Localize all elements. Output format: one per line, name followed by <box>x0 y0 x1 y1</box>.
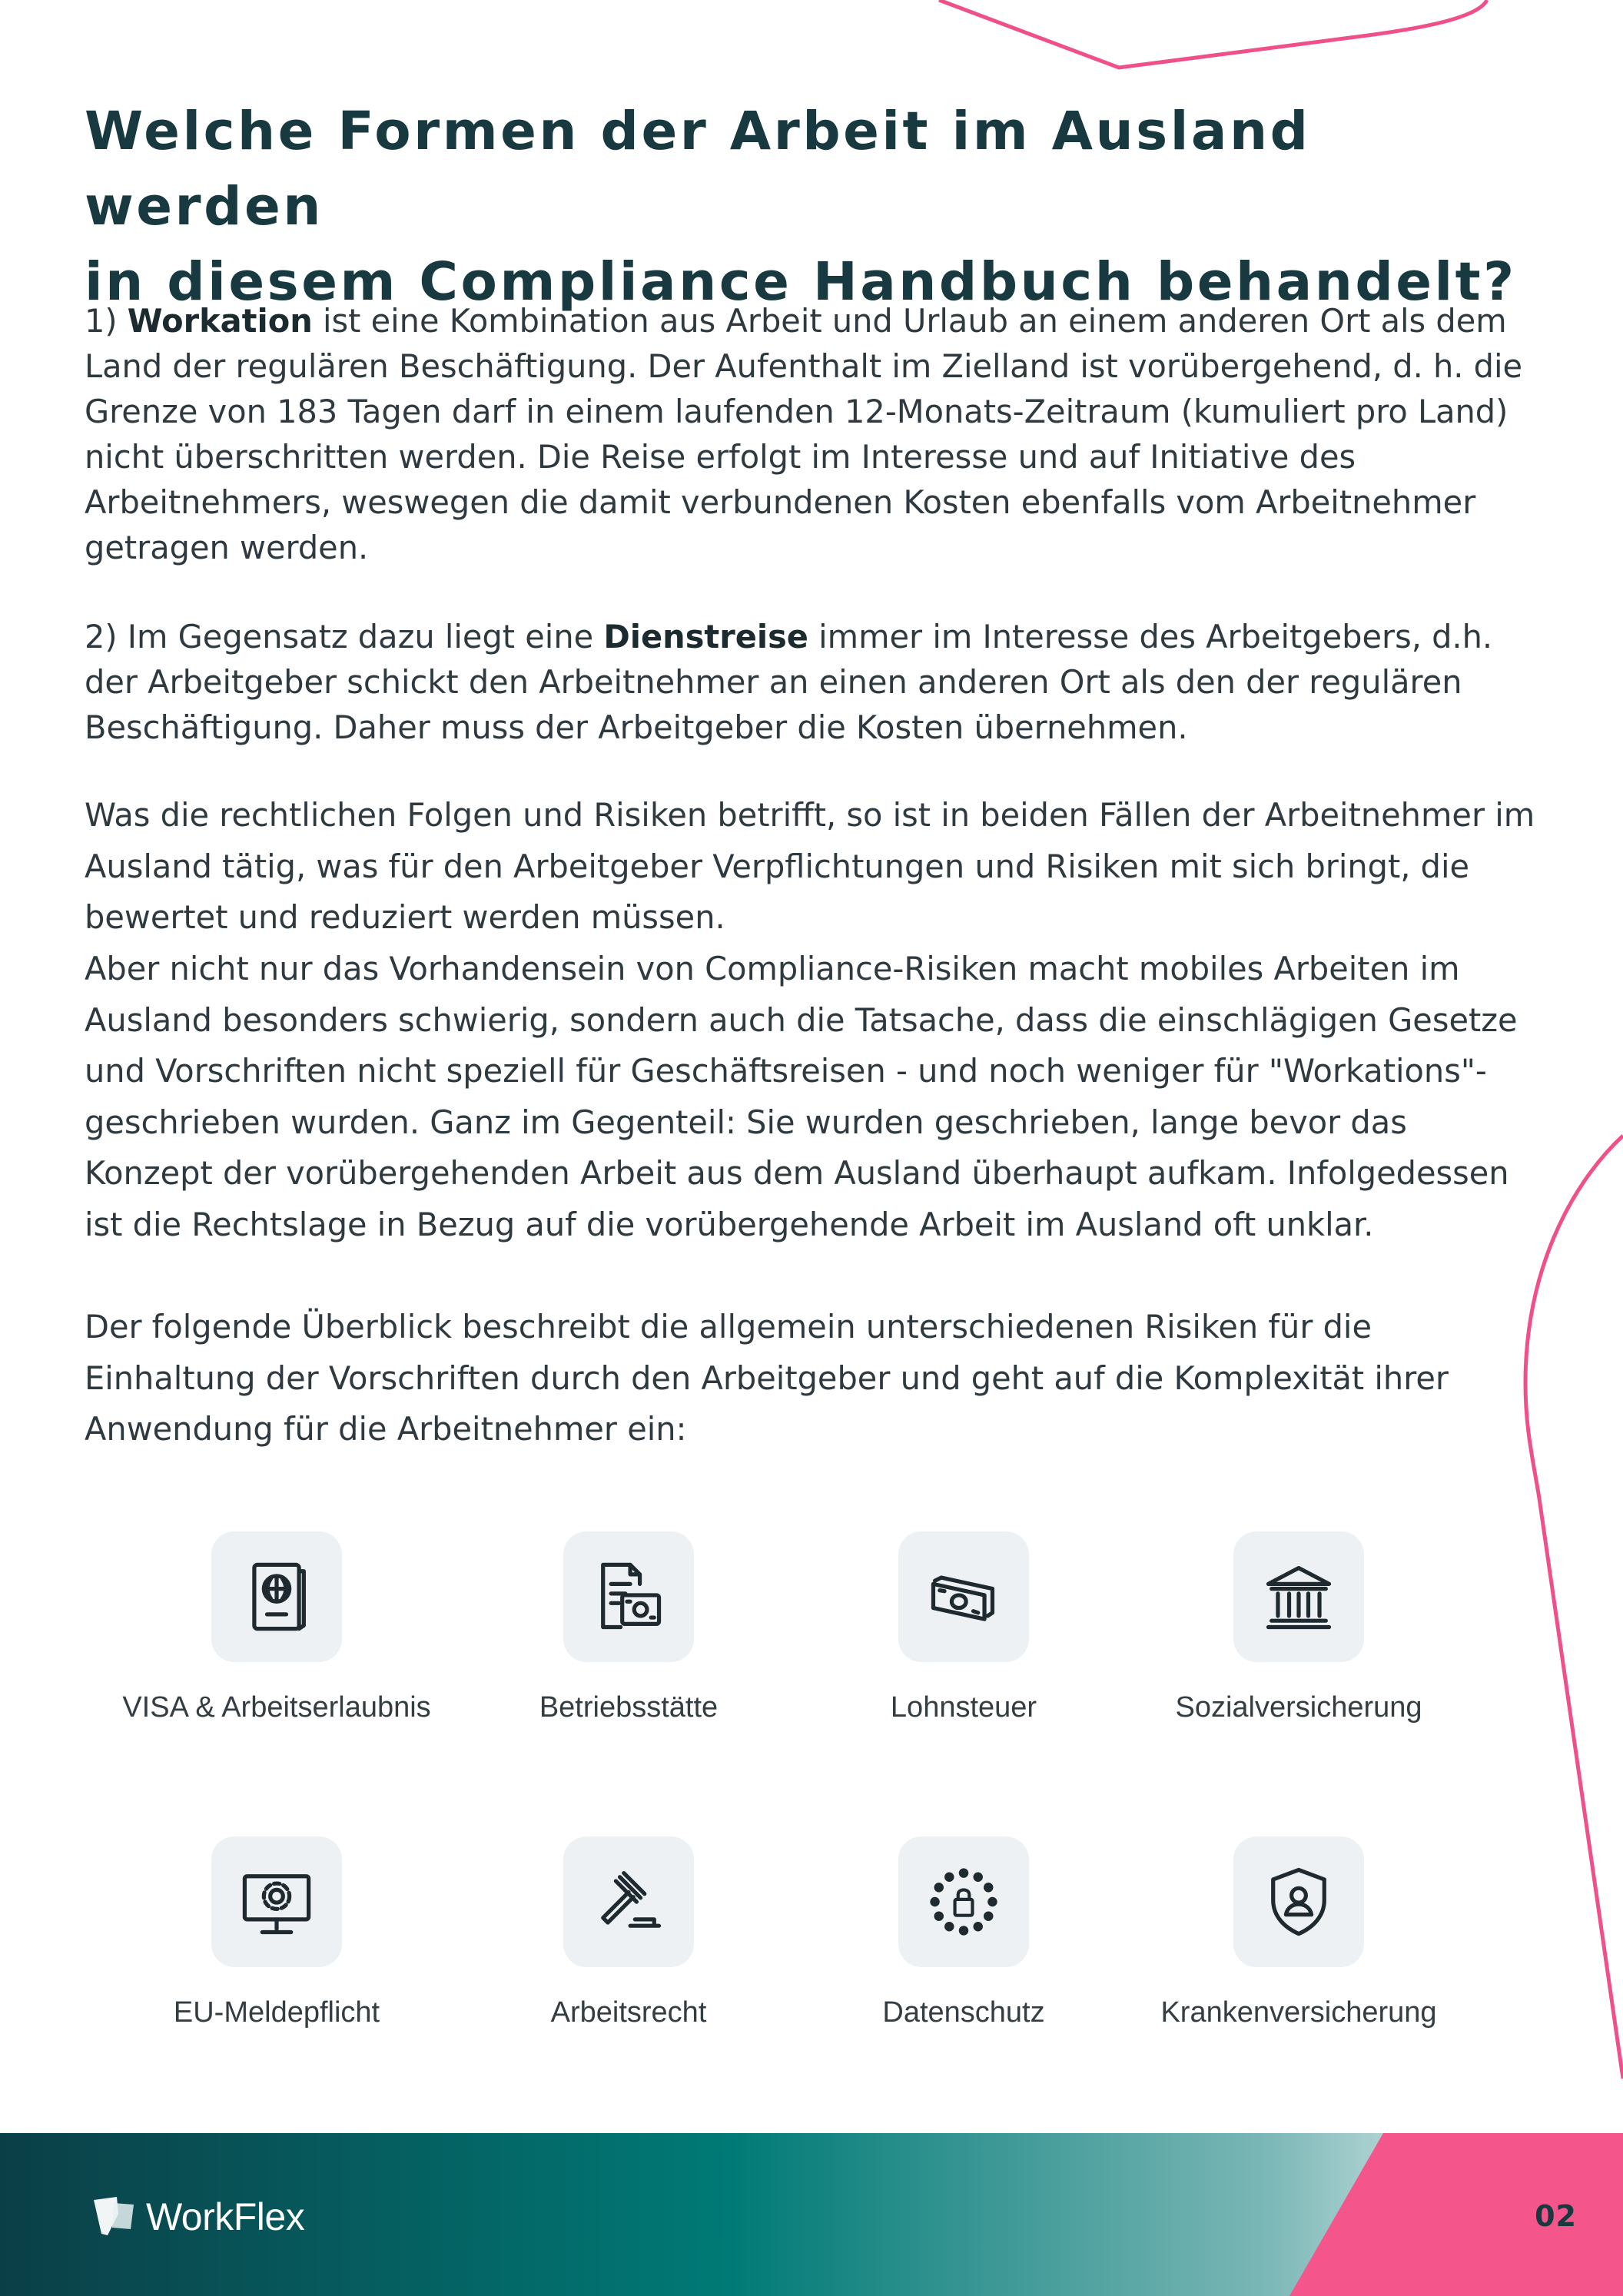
risk-label: Sozialversicherung <box>1175 1691 1422 1724</box>
title-line-2: in diesem Compliance Handbuch behandelt? <box>85 251 1517 313</box>
paragraph-overview-intro: Der folgende Überblick beschreibt die allgemein unterschiedenen Risiken für die Einhaltung der Vorschriften durch den Arbeitgeber und geht auf die Komplexität ihrer Anwendung für die Arbeitnehmer ein: <box>85 1308 1449 1448</box>
bank-building-icon <box>1259 1557 1339 1637</box>
gavel-icon <box>589 1862 669 1942</box>
page-title <box>85 94 1545 320</box>
monitor-gear-icon <box>237 1862 317 1942</box>
risk-item-lohnsteuer <box>795 1531 1133 1724</box>
shield-person-icon <box>1259 1862 1339 1942</box>
risk-label: Datenschutz <box>882 1996 1045 2029</box>
passport-icon <box>237 1557 317 1637</box>
risk-label: Krankenversicherung <box>1160 1996 1437 2029</box>
banknotes-icon <box>924 1557 1004 1637</box>
risk-item-arbeitsrecht <box>460 1836 798 2029</box>
risk-item-datenschutz <box>795 1836 1133 2029</box>
eu-stars-lock-icon <box>924 1862 1004 1942</box>
document-money-icon <box>589 1557 669 1637</box>
dienstreise-prefix: 2) Im Gegensatz dazu liegt eine <box>85 618 604 655</box>
workflex-logo <box>91 2195 304 2239</box>
brand-name: WorkFlex <box>146 2195 305 2238</box>
risk-item-betriebsstaette <box>460 1531 798 1724</box>
risk-label: Betriebsstätte <box>539 1691 719 1724</box>
risk-label: EU-Meldepflicht <box>173 1996 380 2029</box>
page-number: 02 <box>1535 2199 1577 2233</box>
risk-label: Arbeitsrecht <box>550 1996 707 2029</box>
paragraph-workation <box>85 298 1545 570</box>
risk-item-sozialversicherung <box>1130 1531 1468 1724</box>
paragraph-dienstreise <box>85 614 1545 750</box>
dienstreise-term: Dienstreise <box>603 618 808 655</box>
paragraph-compliance-difficulty: Aber nicht nur das Vorhandensein von Compliance-Risiken macht mobiles Arbeiten im Ausland besonders schwierig, sondern auch die Tatsache, dass die einschlägigen Gesetze und Vorschriften nicht speziell für Geschäftsreisen - und noch weniger für "Workations"- geschrieben wurden. Ganz im Gegenteil: Sie wurden geschrieben, lange bevor das Konzept der vorübergehenden Arbeit aus dem Ausland überhaupt aufkam. Infolgedessen ist die Rechtslage in Bezug auf die vorübergehende Arbeit im Ausland oft unklar. <box>85 950 1518 1243</box>
workation-prefix: 1) <box>85 302 128 340</box>
risk-label: VISA & Arbeitserlaubnis <box>122 1691 431 1724</box>
risk-label: Lohnsteuer <box>890 1691 1037 1724</box>
paragraph-legal-consequences: Was die rechtlichen Folgen und Risiken betrifft, so ist in beiden Fällen der Arbeitnehmer im Ausland tätig, was für den Arbeitgeber Verpflichtungen und Risiken mit sich bringt, die bewertet und reduziert werden müssen. <box>85 796 1535 936</box>
workflex-logo-icon <box>91 2195 138 2238</box>
risk-item-visa <box>108 1531 446 1724</box>
risk-item-eu-meldepflicht <box>108 1836 446 2029</box>
workation-text: ist eine Kombination aus Arbeit und Urlaub an einem anderen Ort als dem Land der regulären Beschäftigung. Der Aufenthalt im Zielland ist vorübergehend, d. h. die Grenze von 183 Tagen darf in einem laufenden 12-Monats-Zeitraum (kumuliert pro Land) nicht überschritten werden. Die Reise erfolgt im Interesse und auf Initiative des Arbeitnehmers, weswegen die damit verbundenen Kosten ebenfalls vom Arbeitnehmer getragen werden. <box>85 302 1523 566</box>
title-line-1: Welche Formen der Arbeit im Ausland werden <box>85 101 1311 237</box>
risk-item-krankenversicherung <box>1130 1836 1468 2029</box>
workation-term: Workation <box>127 302 313 340</box>
dienstreise-text: immer im Interesse des Arbeitgebers, d.h. der Arbeitgeber schickt den Arbeitnehmer an einen anderen Ort als den der regulären Beschäftigung. Daher muss der Arbeitgeber die Kosten übernehmen. <box>85 618 1493 746</box>
